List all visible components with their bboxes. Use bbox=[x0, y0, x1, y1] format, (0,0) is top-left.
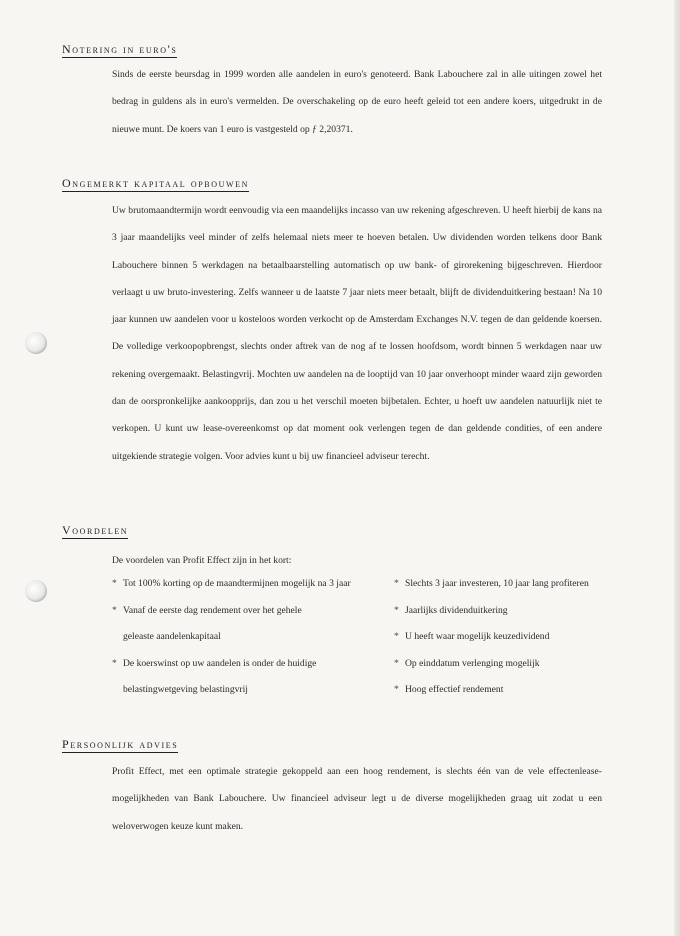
heading-persoonlijk-advies: Persoonlijk advies bbox=[62, 737, 179, 751]
punch-hole-bottom bbox=[25, 580, 47, 602]
voordelen-intro: De voordelen van Profit Effect zijn in het kort: bbox=[112, 555, 292, 566]
paragraph-notering: Sinds de eerste beursdag in 1999 worden alle aandelen in euro's genoteerd. Bank Labouchere zal in alle uitingen zowel het bedrag in guldens als in euro's vermelden. De overschakeling op de euro heeft geleid tot een andere koers, uitgedrukt in de nieuwe munt. De koers van 1 euro is vastgesteld op ƒ 2,20371. bbox=[112, 69, 602, 135]
list-item: * Slechts 3 jaar investeren, 10 jaar lang profiteren bbox=[394, 571, 624, 598]
list-item: * Vanaf de eerste dag rendement over het gehele bbox=[112, 598, 382, 625]
heading-voordelen: Voordelen bbox=[62, 523, 129, 537]
bullet-star: * bbox=[394, 631, 399, 643]
bullet-star: * bbox=[112, 604, 117, 616]
bullet-star: * bbox=[394, 684, 399, 696]
bullet-star: * bbox=[394, 657, 399, 669]
punch-hole-top bbox=[25, 332, 47, 354]
list-item: * Op einddatum verlenging mogelijk bbox=[394, 651, 624, 678]
voordelen-list-right bbox=[394, 571, 624, 704]
bullet-star: * bbox=[394, 578, 399, 589]
paragraph-kapitaal: Uw brutomaandtermijn wordt eenvoudig via een maandelijks incasso van uw rekening afgeschreven. U heeft hierbij de kans na 3 jaar maandelijks veel minder of zelfs helemaal niets meer te hoeven betalen. Uw dividenden worden telkens door Bank Labouchere binnen 5 werkdagen na betaalbaarstelling automatisch op uw bank- of girorekening bijgeschreven. Hierdoor verlaagt u uw bruto-investering. Zelfs wanneer u de laatste 7 jaar niets meer betaalt, blijft de dividenduitkering bestaan! Na 10 jaar kunnen uw aandelen voor u kosteloos worden verkocht op de Amsterdam Exchanges N.V. tegen de dan geldende koersen. De volledige verkoopopbrengst, slechts onder aftrek van de nog af te lossen hoofdsom, wordt binnen 5 werkdagen naar uw rekening overgemaakt. Belastingvrij. Mochten uw aandelen na de looptijd van 10 jaar onverhoopt minder waard zijn geworden dan de oorspronkelijke aankoopprijs, dan zou u het verschil moeten bijbetalen. Echter, u hoeft uw aandelen natuurlijk niet te verkopen. U kunt uw lease-overeenkomst op dat moment ook verlengen tegen de dan geldende condities, of een andere uitgekiende strategie volgen. Voor advies kunt u bij uw financieel adviseur terecht. bbox=[112, 205, 602, 462]
list-item: * Jaarlijks dividenduitkering bbox=[394, 598, 624, 625]
paragraph-persoonlijk-advies: Profit Effect, met een optimale strategie gekoppeld aan een hoog rendement, is slechts één van de vele effectenlease-mogelijkheden van Bank Labouchere. Uw financieel adviseur legt u de diverse mogelijkheden graag uit zodat u een weloverwogen keuze kunt maken. bbox=[112, 766, 602, 832]
list-item: * De koerswinst op uw aandelen is onder de huidige bbox=[112, 651, 382, 678]
page-edge bbox=[674, 0, 680, 936]
list-item: * Tot 100% korting op de maandtermijnen mogelijk na 3 jaar bbox=[112, 571, 382, 598]
list-item-continuation: belastingwetgeving belastingvrij bbox=[123, 684, 248, 696]
list-item: * U heeft waar mogelijk keuzedividend bbox=[394, 624, 624, 651]
list-item: * Hoog effectief rendement bbox=[394, 677, 624, 704]
list-item-continuation: geleaste aandelenkapitaal bbox=[123, 631, 221, 643]
voordelen-list-left bbox=[112, 571, 382, 704]
bullet-star: * bbox=[112, 657, 117, 669]
bullet-star: * bbox=[112, 578, 117, 589]
bullet-star: * bbox=[394, 604, 399, 616]
heading-notering: Notering in euro's bbox=[62, 42, 178, 56]
heading-kapitaal: Ongemerkt kapitaal opbouwen bbox=[62, 176, 250, 190]
